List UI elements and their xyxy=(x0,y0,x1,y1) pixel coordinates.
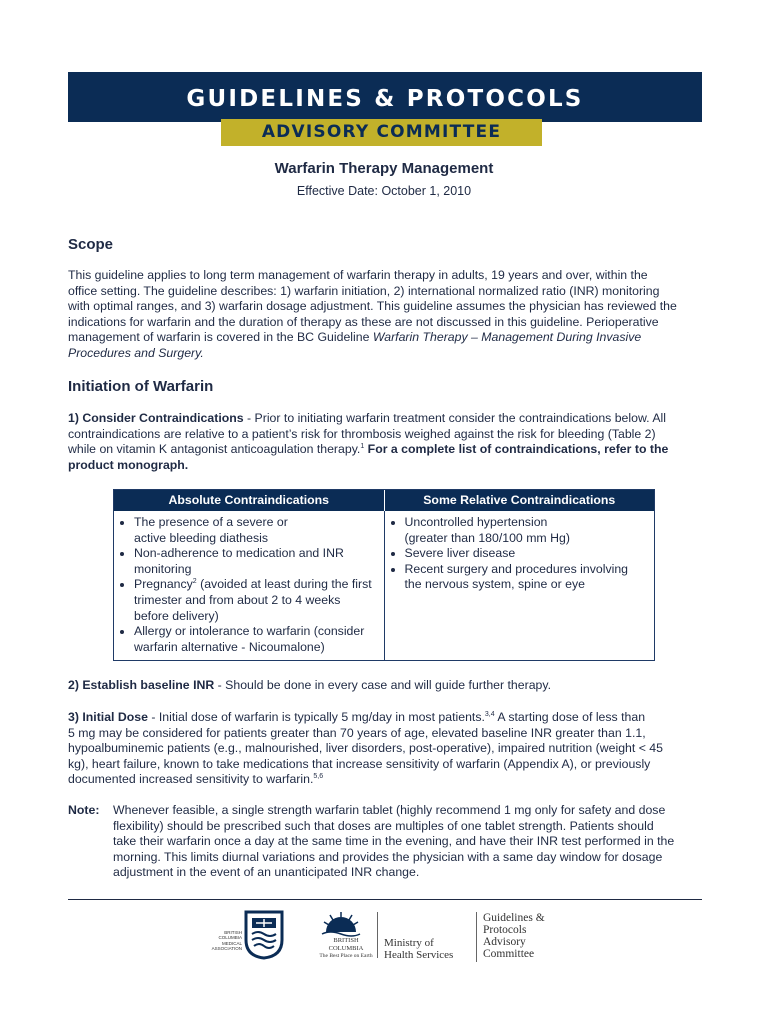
bcma-name-line: ASSOCIATION xyxy=(211,946,242,952)
initial-dose-paragraph xyxy=(68,710,704,788)
ministry-line: Ministry of xyxy=(384,937,434,949)
bc-wordmark-line: COLUMBIA xyxy=(328,944,364,952)
footer-separator xyxy=(476,912,477,962)
para-line: contraindications are relative to a patient’s risk for thrombosis weighed against the risk for bleeding (Table 2) xyxy=(68,426,656,441)
gpac-line: Guidelines & xyxy=(483,912,545,924)
guideline-reference: Procedures and Surgery. xyxy=(68,345,204,360)
bcma-name-line: MEDICAL xyxy=(221,940,242,946)
note-label: Note: xyxy=(68,803,100,817)
footer-separator xyxy=(377,912,378,958)
column-header-absolute: Absolute Contraindications xyxy=(114,490,385,511)
item-text: (greater than 180/100 mm Hg) xyxy=(404,530,570,545)
initiation-heading: Initiation of Warfarin xyxy=(68,378,214,395)
list-item xyxy=(134,624,384,655)
bcma-name-line: COLUMBIA xyxy=(218,935,242,941)
footnote-ref: 3,4 xyxy=(484,710,495,718)
note-line: adjustment in the event of an unanticipated INR change. xyxy=(113,865,420,880)
item-text: (avoided at least during the first xyxy=(196,577,372,592)
header-banner: GUIDELINES & PROTOCOLS xyxy=(68,72,702,122)
bc-wordmark xyxy=(311,937,381,952)
para-text: - Prior to initiating warfarin treatment consider the contraindications below. All xyxy=(243,411,666,425)
scope-line: This guideline applies to long term management of warfarin therapy in adults, 19 years and over, within the xyxy=(68,268,648,282)
item-text: before delivery) xyxy=(134,608,219,623)
note-text xyxy=(113,803,705,881)
scope-line xyxy=(68,346,704,362)
bold-text: product monograph. xyxy=(68,457,189,472)
document-title: Warfarin Therapy Management xyxy=(274,160,494,177)
note-line: take their warfarin once a day at the same time in the evening, and have their INR test performed in the xyxy=(113,834,675,849)
para-text: A starting dose of less than xyxy=(494,710,646,724)
table-header xyxy=(114,490,654,511)
scope-line xyxy=(68,330,704,346)
para-text: - Should be done in every case and will guide further therapy. xyxy=(214,678,552,692)
para-line xyxy=(68,710,704,726)
footer-divider xyxy=(68,899,702,900)
gpac-line: Protocols xyxy=(483,924,527,936)
baseline-inr-paragraph xyxy=(68,678,704,694)
para-line: kg), heart failure, known to take medications that increase sensitivity of warfarin (Appendix A), or previously xyxy=(68,756,651,771)
ministry-line: Health Services xyxy=(384,949,454,961)
scope-line: indications for warfarin and the duration of therapy as these are not discussed in this guideline. Perioperative xyxy=(68,314,659,329)
para-line xyxy=(68,772,704,788)
item-text: monitoring xyxy=(134,561,192,576)
list-item xyxy=(405,515,655,546)
para-line xyxy=(68,411,704,427)
item-text: Recent surgery and procedures involving xyxy=(404,561,629,576)
list-item xyxy=(405,562,655,593)
para-line xyxy=(68,442,704,458)
item-text: warfarin alternative - Nicoumalone) xyxy=(134,639,325,654)
item-text: Allergy or intolerance to warfarin (consider xyxy=(134,624,365,639)
list-item xyxy=(134,577,384,624)
bcma-name xyxy=(204,930,242,952)
bc-tagline: The Best Place on Earth xyxy=(319,953,373,959)
scope-paragraph xyxy=(68,268,704,362)
column-header-relative: Some Relative Contraindications xyxy=(423,493,616,507)
bcma-shield-logo xyxy=(244,910,284,960)
absolute-column xyxy=(114,511,385,660)
gpac-line: Committee xyxy=(483,948,535,960)
item-text: Uncontrolled hypertension xyxy=(404,515,548,529)
scope-text: management of warfarin is covered in the BC Guideline xyxy=(68,330,373,345)
list-item: • Severe liver disease xyxy=(405,546,655,562)
note-line: flexibility) should be prescribed such that doses are multiples of one tablet strength. Patients should xyxy=(113,818,654,833)
scope-line: office setting. The guideline describes: 1) warfarin initiation, 2) international normalized ratio (INR) monitoring xyxy=(68,283,660,298)
item-text: The presence of a severe or xyxy=(134,515,288,529)
guideline-reference: Warfarin Therapy – Management During Invasive xyxy=(372,330,642,345)
para-line: hypoalbuminemic patients (e.g., malnourished, liver disorders, post-operative), impaired nutrition (weight < 45 xyxy=(68,741,663,756)
item-text: Non-adherence to medication and INR xyxy=(134,546,344,561)
item-text: active bleeding diathesis xyxy=(134,530,268,545)
para-text: while on vitamin K antagonist anticoagulation therapy. xyxy=(68,442,361,457)
footnote-ref: 1 xyxy=(360,443,365,451)
item-text: Pregnancy xyxy=(134,577,193,592)
step-label: 3) Initial Dose xyxy=(68,710,148,724)
footnote-ref: 2 xyxy=(192,578,197,586)
step-label: 1) Consider Contraindications xyxy=(68,411,244,425)
british-columbia-sun-logo xyxy=(318,910,364,938)
contraindications-paragraph xyxy=(68,411,704,473)
table-body xyxy=(114,511,654,660)
note-line: Whenever feasible, a single strength warfarin tablet (highly recommend 1 mg only for safety and dose xyxy=(113,803,666,817)
bcma-name-line: BRITISH xyxy=(224,930,242,935)
note-line: morning. This limits diurnal variations and provides the physician with a same day window for dosage xyxy=(113,849,663,864)
bc-wordmark-line: BRITISH xyxy=(333,937,359,944)
item-text: the nervous system, spine or eye xyxy=(404,577,585,592)
list-item xyxy=(134,546,384,577)
ministry-name xyxy=(384,937,453,961)
list-item xyxy=(134,515,384,546)
item-text: trimester and from about 2 to 4 weeks xyxy=(134,592,341,607)
step-label: 2) Establish baseline INR xyxy=(68,678,215,692)
footnote-ref: 5,6 xyxy=(313,773,324,781)
effective-date: Effective Date: October 1, 2010 xyxy=(296,184,472,198)
para-line xyxy=(68,458,704,474)
gpac-name xyxy=(483,912,545,960)
relative-column xyxy=(385,511,655,660)
advisory-committee-banner: ADVISORY COMMITTEE xyxy=(221,119,542,146)
contraindications-table xyxy=(113,489,655,661)
bold-text: For a complete list of contraindications, refer to the xyxy=(364,442,669,457)
gpac-line: Advisory xyxy=(483,936,526,948)
scope-line: with optimal ranges, and 3) warfarin dosage adjustment. This guideline assumes the physician has reviewed the xyxy=(68,299,677,314)
para-line: 5 mg may be considered for patients greater than 70 years of age, elevated baseline INR greater than 1.1, xyxy=(68,725,646,740)
para-text: - Initial dose of warfarin is typically 5 mg/day in most patients. xyxy=(147,710,485,724)
para-text: documented increased sensitivity to warfarin. xyxy=(68,772,314,787)
scope-heading: Scope xyxy=(68,236,114,253)
